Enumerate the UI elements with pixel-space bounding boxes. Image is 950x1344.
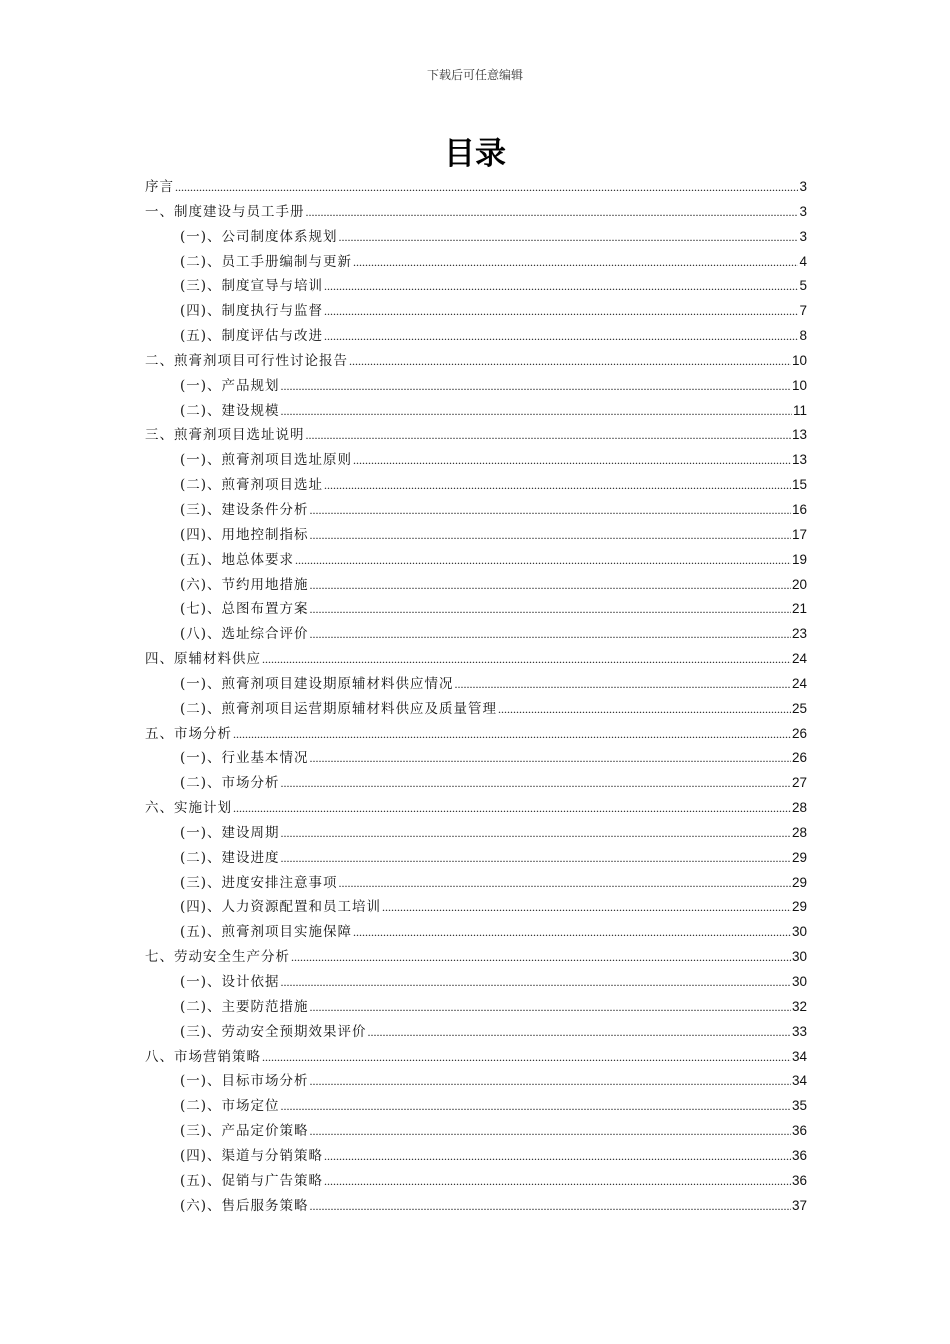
toc-entry-page-number: 21 (791, 601, 807, 617)
toc-entry-label: (四)、渠道与分销策略 (180, 1147, 324, 1164)
toc-entry-label: (五)、煎膏剂项目实施保障 (180, 924, 353, 941)
toc-entry-label: (五)、地总体要求 (180, 551, 295, 568)
toc-entry-label: (一)、设计依据 (180, 974, 280, 990)
toc-dot-leader (310, 1194, 791, 1219)
toc-entry[interactable] (145, 995, 807, 1020)
toc-entry-label: (三)、制度宣导与培训 (180, 278, 324, 295)
toc-entry[interactable] (145, 746, 807, 771)
toc-entry[interactable] (145, 274, 807, 299)
toc-entry[interactable] (145, 970, 807, 995)
toc-entry-page-number: 28 (791, 824, 807, 840)
toc-dot-leader (281, 846, 791, 871)
toc-entry-page-number: 34 (791, 1073, 807, 1089)
toc-dot-leader (233, 796, 791, 821)
toc-entry-label: (三)、建设条件分析 (180, 501, 309, 518)
toc-entry-label: (五)、制度评估与改进 (180, 328, 324, 345)
toc-entry[interactable] (145, 722, 807, 747)
toc-dot-leader (353, 448, 791, 473)
toc-entry[interactable] (145, 597, 807, 622)
toc-entry[interactable] (145, 1169, 807, 1194)
toc-dot-leader (281, 771, 791, 796)
toc-entry-label: (二)、市场分析 (180, 775, 280, 792)
toc-entry-page-number: 37 (791, 1197, 807, 1213)
toc-entry-page-number: 32 (791, 998, 807, 1014)
toc-entry-page-number: 26 (791, 750, 807, 766)
toc-entry-page-number: 13 (791, 452, 807, 468)
toc-entry[interactable] (145, 945, 807, 970)
toc-entry-label: (七)、总图布置方案 (180, 601, 309, 618)
toc-entry[interactable] (145, 374, 807, 399)
toc-entry-page-number: 27 (791, 775, 807, 791)
toc-entry-label: (三)、劳动安全预期效果评价 (180, 1023, 367, 1040)
toc-entry[interactable] (145, 200, 807, 225)
toc-dot-leader (291, 945, 791, 970)
toc-dot-leader (262, 647, 791, 672)
toc-entry-page-number: 25 (791, 700, 807, 716)
toc-entry-page-number: 17 (791, 526, 807, 542)
toc-entry[interactable] (145, 448, 807, 473)
toc-dot-leader (353, 920, 791, 945)
toc-dot-leader (310, 995, 791, 1020)
toc-entry-page-number: 29 (791, 874, 807, 890)
toc-entry-page-number: 24 (791, 675, 807, 691)
toc-entry-page-number: 4 (799, 253, 807, 269)
toc-dot-leader (498, 697, 791, 722)
toc-dot-leader (310, 523, 791, 548)
toc-entry-label: 四、原辅材料供应 (145, 651, 261, 668)
toc-dot-leader (324, 324, 798, 349)
toc-dot-leader (339, 225, 799, 250)
toc-entry[interactable] (145, 225, 807, 250)
toc-entry-page-number: 3 (799, 179, 807, 194)
toc-entry-page-number: 36 (791, 1123, 807, 1139)
toc-entry-label: (一)、公司制度体系规划 (180, 228, 338, 245)
toc-entry[interactable] (145, 672, 807, 697)
table-of-contents (145, 175, 807, 1218)
toc-entry[interactable] (145, 548, 807, 573)
toc-entry-page-number: 33 (791, 1023, 807, 1039)
toc-entry[interactable] (145, 423, 807, 448)
toc-entry[interactable] (145, 175, 807, 200)
toc-entry[interactable] (145, 250, 807, 275)
toc-dot-leader (324, 299, 798, 324)
toc-dot-leader (306, 423, 791, 448)
toc-dot-leader (368, 1020, 791, 1045)
toc-entry-label: (二)、市场定位 (180, 1098, 280, 1115)
toc-entry[interactable] (145, 771, 807, 796)
toc-entry[interactable] (145, 1094, 807, 1119)
toc-entry-page-number: 3 (799, 228, 807, 244)
toc-entry-label: (二)、建设规模 (180, 402, 280, 419)
toc-entry-label: (一)、煎膏剂项目选址原则 (180, 452, 353, 469)
toc-entry[interactable] (145, 622, 807, 647)
toc-entry-page-number: 29 (791, 899, 807, 915)
toc-entry-page-number: 8 (799, 328, 807, 344)
toc-dot-leader (310, 573, 791, 598)
toc-entry[interactable] (145, 1119, 807, 1144)
toc-entry[interactable] (145, 1020, 807, 1045)
toc-entry[interactable] (145, 895, 807, 920)
toc-entry[interactable] (145, 498, 807, 523)
toc-entry-label: 五、市场分析 (145, 725, 232, 742)
toc-dot-leader (262, 1045, 791, 1070)
toc-dot-leader (324, 1169, 791, 1194)
toc-entry-label: 一、制度建设与员工手册 (145, 203, 305, 220)
toc-entry-label: (一)、煎膏剂项目建设期原辅材料供应情况 (180, 675, 454, 692)
toc-entry-page-number: 16 (791, 501, 807, 517)
toc-entry-page-number: 19 (791, 551, 807, 567)
toc-entry[interactable] (145, 796, 807, 821)
toc-dot-leader (324, 473, 791, 498)
toc-entry[interactable] (145, 846, 807, 871)
toc-entry[interactable] (145, 1069, 807, 1094)
toc-entry-label: (六)、售后服务策略 (180, 1197, 309, 1214)
toc-entry-page-number: 10 (791, 377, 807, 393)
toc-entry-page-number: 30 (791, 974, 807, 989)
toc-entry-label: 序言 (145, 179, 174, 195)
toc-dot-leader (310, 498, 791, 523)
toc-entry-page-number: 36 (791, 1172, 807, 1188)
toc-entry-page-number: 7 (799, 303, 807, 319)
toc-entry[interactable] (145, 821, 807, 846)
toc-entry[interactable] (145, 1194, 807, 1219)
toc-entry-label: (二)、主要防范措施 (180, 998, 309, 1015)
toc-entry-page-number: 29 (791, 849, 807, 865)
toc-dot-leader (295, 548, 791, 573)
toc-entry-label: (六)、节约用地措施 (180, 576, 309, 593)
toc-entry-label: 三、煎膏剂项目选址说明 (145, 427, 305, 444)
header-note: 下载后可任意编辑 (426, 68, 523, 82)
toc-entry-label: (一)、目标市场分析 (180, 1073, 309, 1090)
toc-entry-page-number: 35 (791, 1098, 807, 1114)
toc-dot-leader (324, 274, 798, 299)
toc-entry-page-number: 30 (791, 949, 807, 965)
toc-entry-label: 八、市场营销策略 (145, 1048, 261, 1065)
toc-dot-leader (281, 399, 792, 424)
toc-entry-label: (三)、进度安排注意事项 (180, 874, 338, 891)
toc-entry-label: (四)、人力资源配置和员工培训 (180, 899, 382, 916)
toc-entry-page-number: 13 (791, 427, 807, 443)
toc-entry-page-number: 15 (791, 477, 807, 493)
toc-dot-leader (353, 250, 798, 275)
toc-dot-leader (310, 1069, 791, 1094)
toc-entry[interactable] (145, 871, 807, 896)
toc-entry-page-number: 3 (799, 203, 807, 219)
toc-dot-leader (233, 722, 791, 747)
toc-dot-leader (306, 200, 799, 225)
toc-dot-leader (349, 349, 791, 374)
toc-entry[interactable] (145, 399, 807, 424)
toc-entry-label: (四)、用地控制指标 (180, 526, 309, 543)
toc-dot-leader (324, 1144, 791, 1169)
toc-entry-label: (五)、促销与广告策略 (180, 1172, 324, 1189)
toc-entry-page-number: 11 (792, 402, 807, 418)
toc-dot-leader (339, 871, 791, 896)
toc-dot-leader (382, 895, 791, 920)
toc-entry[interactable] (145, 573, 807, 598)
toc-entry-label: (一)、建设周期 (180, 824, 280, 841)
toc-dot-leader (281, 374, 791, 399)
toc-entry[interactable] (145, 697, 807, 722)
toc-entry[interactable] (145, 647, 807, 672)
toc-entry-label: (二)、建设进度 (180, 849, 280, 866)
toc-dot-leader (175, 175, 798, 200)
toc-entry-page-number: 36 (791, 1147, 807, 1163)
toc-entry-label: 六、实施计划 (145, 800, 232, 817)
toc-dot-leader (310, 1119, 791, 1144)
toc-entry-page-number: 30 (791, 924, 807, 940)
toc-entry-label: (二)、煎膏剂项目选址 (180, 477, 324, 494)
toc-title: 目录 (444, 136, 506, 172)
toc-entry-page-number: 24 (791, 651, 807, 667)
toc-entry-label: (八)、选址综合评价 (180, 626, 309, 643)
toc-entry[interactable] (145, 349, 807, 374)
toc-entry-page-number: 10 (791, 352, 807, 368)
toc-entry-page-number: 34 (791, 1048, 807, 1064)
toc-entry[interactable] (145, 299, 807, 324)
toc-entry-label: (二)、员工手册编制与更新 (180, 253, 353, 270)
toc-entry-label: 二、煎膏剂项目可行性讨论报告 (145, 352, 348, 369)
toc-entry-page-number: 28 (791, 800, 807, 816)
toc-dot-leader (310, 746, 791, 771)
toc-dot-leader (455, 672, 791, 697)
toc-entry-page-number: 5 (799, 278, 807, 294)
toc-dot-leader (281, 1094, 791, 1119)
toc-entry-label: (一)、行业基本情况 (180, 750, 309, 767)
toc-entry[interactable] (145, 1144, 807, 1169)
toc-dot-leader (281, 821, 791, 846)
toc-entry-label: 七、劳动安全生产分析 (145, 949, 290, 966)
toc-dot-leader (310, 597, 791, 622)
toc-entry-page-number: 23 (791, 626, 807, 642)
toc-entry[interactable] (145, 473, 807, 498)
toc-entry[interactable] (145, 920, 807, 945)
toc-entry-label: (三)、产品定价策略 (180, 1123, 309, 1140)
toc-entry-label: (二)、煎膏剂项目运营期原辅材料供应及质量管理 (180, 700, 498, 717)
toc-entry[interactable] (145, 324, 807, 349)
toc-entry-page-number: 26 (791, 725, 807, 741)
toc-entry[interactable] (145, 523, 807, 548)
toc-entry-label: (四)、制度执行与监督 (180, 303, 324, 320)
toc-entry-label: (一)、产品规划 (180, 377, 280, 394)
toc-dot-leader (310, 622, 791, 647)
toc-dot-leader (281, 970, 791, 995)
toc-entry[interactable] (145, 1045, 807, 1070)
toc-entry-page-number: 20 (791, 576, 807, 592)
